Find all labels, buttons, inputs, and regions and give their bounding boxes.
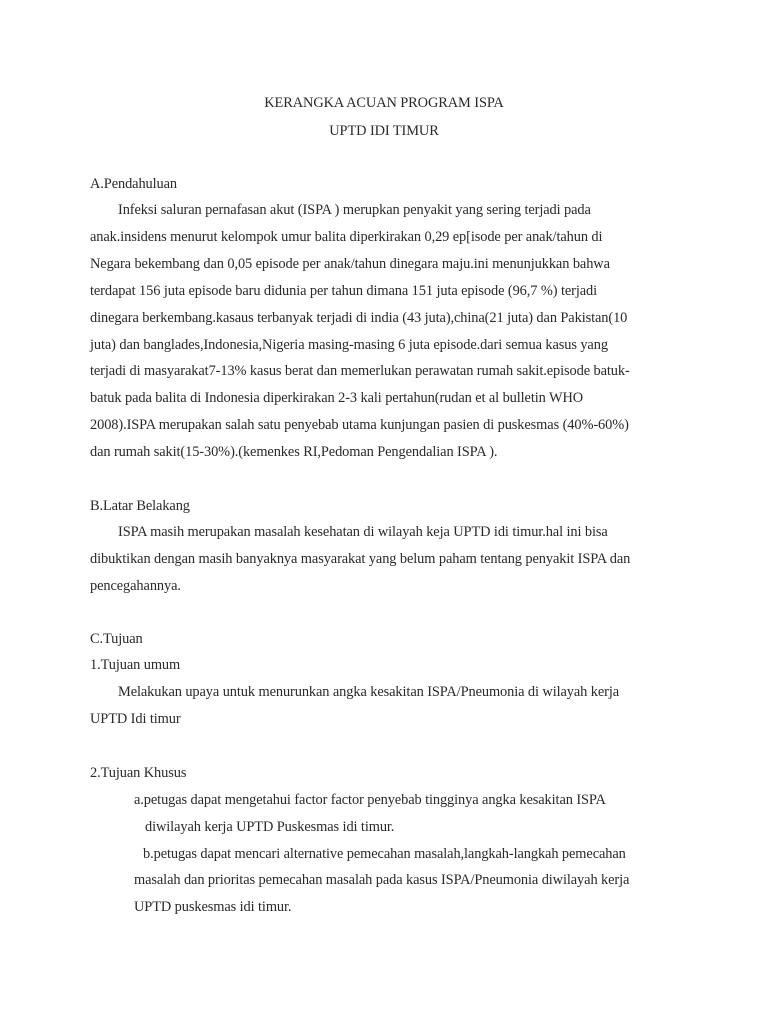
list-item: b.petugas dapat mencari alternative pemecahan masalah,langkah-langkah pemecahan: [143, 846, 626, 862]
paragraph-line: UPTD Idi timur: [90, 711, 181, 727]
paragraph-line: terjadi di masyarakat7-13% kasus berat dan memerlukan perawatan rumah sakit.episode batuk-: [90, 363, 630, 379]
paragraph-line: batuk pada balita di Indonesia diperkirakan 2-3 kali pertahun(rudan et al bulletin WHO: [90, 390, 584, 406]
list-item: diwilayah kerja UPTD Puskesmas idi timur.: [145, 819, 395, 835]
paragraph-line: dinegara berkembang.kasaus terbanyak terjadi di india (43 juta),china(21 juta) dan Pakistan(10: [90, 310, 628, 326]
list-item: a.petugas dapat mengetahui factor factor penyebab tingginya angka kesakitan ISPA: [134, 792, 606, 808]
paragraph-line: Infeksi saluran pernafasan akut (ISPA ) merupkan penyakit yang sering terjadi pada: [118, 202, 591, 218]
section-a-heading: A.Pendahuluan: [90, 176, 178, 192]
paragraph-line: pencegahannya.: [90, 578, 181, 594]
section-c-heading: C.Tujuan: [90, 631, 143, 647]
list-item: UPTD puskesmas idi timur.: [134, 899, 292, 915]
paragraph-line: ISPA masih merupakan masalah kesehatan di wilayah keja UPTD idi timur.hal ini bisa: [118, 524, 608, 540]
paragraph-line: anak.insidens menurut kelompok umur balita diperkirakan 0,29 ep[isode per anak/tahun di: [90, 229, 603, 245]
paragraph-line: terdapat 156 juta episode baru didunia per tahun dimana 151 juta episode (96,7 %) terjadi: [90, 283, 598, 299]
paragraph-line: dibuktikan dengan masih banyaknya masyarakat yang belum paham tentang penyakit ISPA dan: [90, 551, 631, 567]
subsection-heading-tujuan-umum: 1.Tujuan umum: [90, 657, 181, 673]
paragraph-line: juta) dan banglades,Indonesia,Nigeria masing-masing 6 juta episode.dari semua kasus yang: [90, 337, 608, 353]
document-title: KERANGKA ACUAN PROGRAM ISPA: [264, 95, 504, 111]
paragraph-line: Melakukan upaya untuk menurunkan angka kesakitan ISPA/Pneumonia di wilayah kerja: [118, 684, 620, 700]
paragraph-line: 2008).ISPA merupakan salah satu penyebab utama kunjungan pasien di puskesmas (40%-60%): [90, 417, 629, 433]
subsection-heading-tujuan-khusus: 2.Tujuan Khusus: [90, 765, 187, 781]
document-subtitle: UPTD IDI TIMUR: [329, 123, 439, 139]
paragraph-line: dan rumah sakit(15-30%).(kemenkes RI,Pedoman Pengendalian ISPA ).: [90, 444, 498, 460]
list-item: masalah dan prioritas pemecahan masalah pada kasus ISPA/Pneumonia diwilayah kerja: [134, 872, 630, 888]
paragraph-line: Negara bekembang dan 0,05 episode per anak/tahun dinegara maju.ini menunjukkan bahwa: [90, 256, 610, 272]
section-b-heading: B.Latar Belakang: [90, 498, 190, 514]
